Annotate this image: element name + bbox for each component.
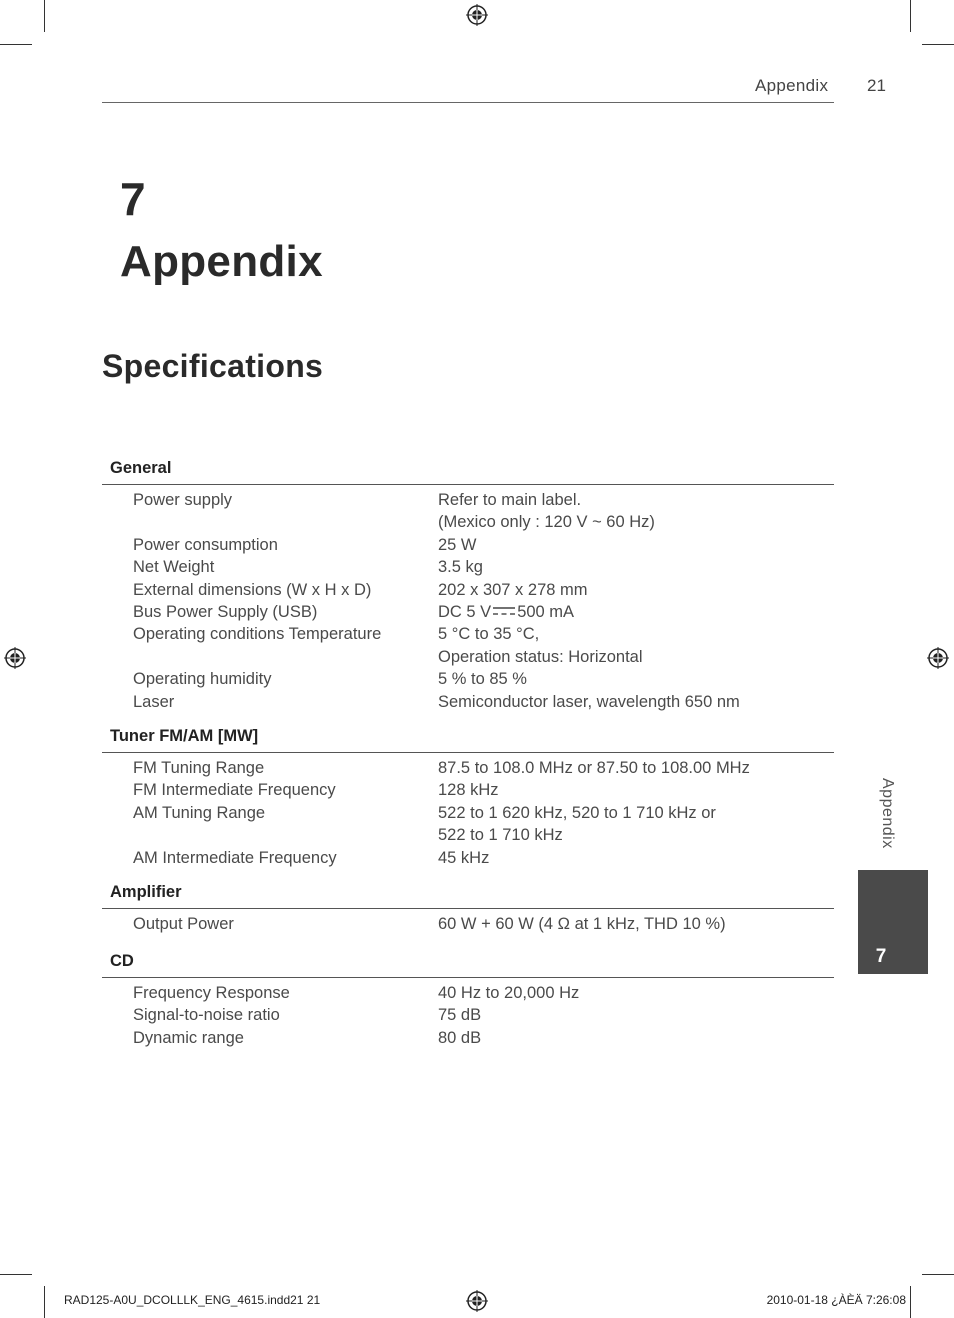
crop-mark [910, 1286, 911, 1318]
spec-value: 40 Hz to 20,000 Hz [438, 984, 580, 1002]
page-number: 21 [867, 76, 886, 95]
spec-row [102, 982, 834, 1004]
crop-mark [0, 44, 32, 45]
running-header-label: Appendix [755, 76, 829, 95]
footer-file-info: RAD125-A0U_DCOLLLK_ENG_4615.indd21 21 [64, 1293, 321, 1307]
chapter-number: 7 [120, 173, 146, 225]
spec-section-general [102, 456, 834, 713]
spec-label: Net Weight [133, 558, 215, 577]
spec-row [102, 601, 834, 623]
spec-value: 3.5 kg [438, 558, 483, 577]
spec-label: Signal-to-noise ratio [133, 1006, 280, 1025]
spec-row [102, 802, 834, 847]
spec-label: Frequency Response [133, 984, 290, 1002]
spec-value: 25 W [438, 535, 477, 554]
side-tab-label: Appendix [879, 778, 896, 849]
section-title: Specifications [102, 348, 324, 384]
crop-mark [0, 1274, 32, 1275]
spec-label: Dynamic range [133, 1028, 244, 1047]
spec-section-amplifier [102, 880, 834, 935]
spec-section-heading: Amplifier [110, 883, 182, 901]
spec-value: 75 dB [438, 1006, 482, 1025]
spec-row [102, 579, 834, 601]
spec-value: Semiconductor laser, wavelength 650 nm [438, 692, 740, 711]
spec-row [102, 556, 834, 578]
dc-current: 500 mA [517, 603, 575, 622]
spec-row [102, 691, 834, 713]
spec-value: (Mexico only : 120 V ~ 60 Hz) [438, 513, 655, 532]
spec-section-heading: CD [110, 952, 134, 970]
spec-row [102, 1027, 834, 1049]
header-rule [102, 102, 834, 103]
spec-value: 128 kHz [438, 781, 499, 800]
spec-label: Bus Power Supply (USB) [133, 603, 318, 622]
spec-row [102, 534, 834, 556]
spec-section-tuner [102, 724, 834, 869]
spec-label: Operating conditions Temperature [133, 625, 382, 644]
spec-label: Laser [133, 692, 175, 711]
spec-row [102, 913, 834, 935]
spec-row [102, 847, 834, 869]
footer-timestamp: 2010-01-18 ¿ÀÈÄ 7:26:08 [766, 1293, 906, 1307]
spec-value: 80 dB [438, 1028, 482, 1047]
spec-label: External dimensions (W x H x D) [133, 580, 372, 599]
spec-label: AM Intermediate Frequency [133, 848, 337, 867]
spec-value: 87.5 to 108.0 MHz or 87.50 to 108.00 MHz [438, 759, 750, 777]
crop-mark [910, 0, 911, 32]
spec-section-cd [102, 949, 834, 1049]
spec-section-heading: Tuner FM/AM [MW] [110, 727, 259, 745]
spec-label: FM Tuning Range [133, 759, 265, 777]
registration-mark-icon [4, 647, 26, 669]
spec-label: Operating humidity [133, 670, 272, 689]
spec-value: 202 x 307 x 278 mm [438, 580, 588, 599]
spec-row [102, 489, 834, 534]
crop-mark [922, 1274, 954, 1275]
crop-mark [922, 44, 954, 45]
spec-value: 522 to 1 620 kHz, 520 to 1 710 kHz or [438, 803, 716, 822]
chapter-title: Appendix [120, 237, 323, 286]
crop-mark [44, 0, 45, 32]
spec-value: Operation status: Horizontal [438, 647, 643, 666]
spec-value: 60 W + 60 W (4 Ω at 1 kHz, THD 10 %) [438, 915, 726, 933]
side-tab-number: 7 [875, 946, 887, 967]
spec-section-heading: General [110, 459, 172, 477]
spec-row [102, 757, 834, 779]
registration-mark-icon [466, 1290, 488, 1312]
spec-label: FM Intermediate Frequency [133, 781, 336, 800]
spec-value: Refer to main label. [438, 491, 582, 509]
registration-mark-icon [466, 4, 488, 26]
spec-label: Power consumption [133, 535, 278, 554]
spec-label: Power supply [133, 491, 233, 509]
spec-row [102, 668, 834, 690]
crop-mark [44, 1286, 45, 1318]
spec-label: AM Tuning Range [133, 803, 266, 822]
dc-voltage: DC 5 V [438, 603, 492, 622]
spec-row [102, 623, 834, 668]
spec-row [102, 1004, 834, 1026]
spec-label: Output Power [133, 915, 234, 933]
spec-row [102, 779, 834, 801]
spec-value: 522 to 1 710 kHz [438, 826, 563, 845]
dc-symbol-icon [493, 606, 515, 616]
spec-value: 5 °C to 35 °C, [438, 625, 540, 644]
spec-value: 45 kHz [438, 848, 490, 867]
spec-value [438, 601, 834, 623]
registration-mark-icon [927, 647, 949, 669]
spec-value: 5 % to 85 % [438, 670, 527, 689]
